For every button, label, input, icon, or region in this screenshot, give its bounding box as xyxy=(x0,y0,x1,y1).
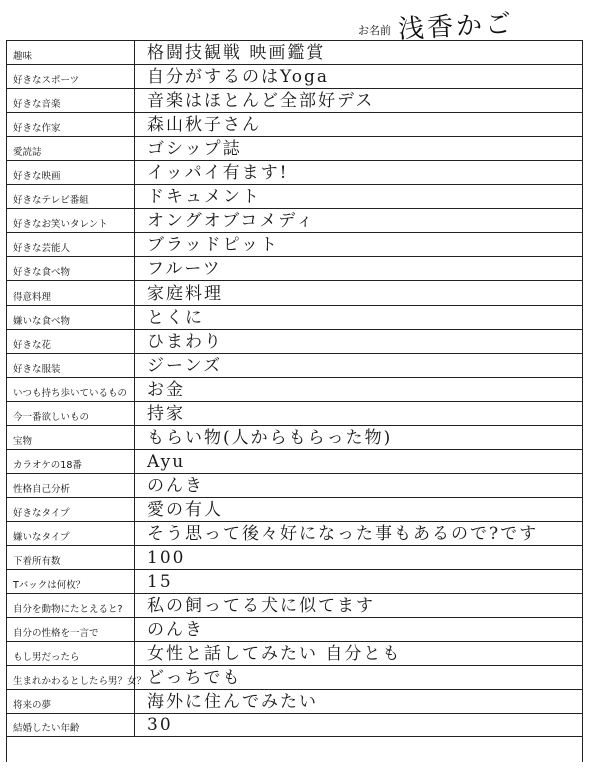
row-label: 自分を動物にたとえると? xyxy=(13,604,123,616)
column-divider xyxy=(134,498,135,521)
name-value: 浅香かご xyxy=(397,8,515,46)
table-row xyxy=(7,160,582,184)
row-answer: 30 xyxy=(147,715,173,736)
column-divider xyxy=(134,113,135,136)
row-label: 趣味 xyxy=(13,51,33,63)
row-label: 自分の性格を一言で xyxy=(13,628,99,640)
row-label: 好きなお笑いタレント xyxy=(13,219,108,231)
column-divider xyxy=(134,281,135,304)
row-answer: 私の飼ってる犬に似てます xyxy=(147,596,375,617)
questionnaire-table xyxy=(6,40,583,762)
column-divider xyxy=(134,89,135,112)
column-divider xyxy=(134,570,135,593)
row-answer: 15 xyxy=(147,572,173,593)
table-row xyxy=(7,689,582,713)
column-divider xyxy=(134,618,135,641)
row-label: 結婚したい年齢 xyxy=(13,723,80,735)
row-answer: オングオブコメディ xyxy=(147,211,315,232)
row-answer: ゴシップ誌 xyxy=(147,139,242,160)
row-label: 得意料理 xyxy=(13,291,52,303)
row-label: 今一番欲しいもの xyxy=(13,411,90,423)
column-divider xyxy=(134,233,135,256)
row-label: Tバックは何枚？ xyxy=(13,580,86,592)
row-answer: 自分がするのはYoga xyxy=(147,67,329,88)
column-divider xyxy=(134,594,135,617)
table-row xyxy=(7,184,582,208)
row-answer: お金 xyxy=(147,379,185,400)
table-row xyxy=(7,641,582,665)
row-label: 好きなタイプ xyxy=(13,507,70,519)
column-divider xyxy=(134,41,135,64)
table-row xyxy=(7,665,582,689)
column-divider xyxy=(134,65,135,88)
table-row xyxy=(7,617,582,641)
table-row xyxy=(7,329,582,353)
row-answer: Ayu xyxy=(147,451,186,472)
row-answer: ブラッドピット xyxy=(147,235,279,256)
table-row xyxy=(7,40,582,64)
table-row xyxy=(7,256,582,280)
column-divider xyxy=(134,354,135,377)
column-divider xyxy=(134,522,135,545)
row-answer: どっちでも xyxy=(147,668,242,689)
column-divider xyxy=(134,546,135,569)
table-row xyxy=(7,521,582,545)
row-answer: そう思って後々好になった事もあるので?です xyxy=(147,523,539,544)
table-row xyxy=(7,401,582,425)
column-divider xyxy=(134,306,135,329)
column-divider xyxy=(134,714,135,736)
table-row xyxy=(7,208,582,232)
row-answer: 海外に住んでみたい xyxy=(147,692,318,713)
column-divider xyxy=(134,426,135,449)
row-label: いつも持ち歩いているもの xyxy=(13,387,128,399)
column-divider xyxy=(134,209,135,232)
table-row xyxy=(7,425,582,449)
column-divider xyxy=(134,330,135,353)
column-divider xyxy=(134,474,135,497)
name-label: お名前 xyxy=(358,24,391,37)
table-row xyxy=(7,473,582,497)
table-row xyxy=(7,112,582,136)
table-row xyxy=(7,232,582,256)
row-answer: 森山秋子さん xyxy=(147,115,261,136)
row-label: 好きなテレビ番組 xyxy=(13,195,89,207)
row-label: 好きなスポーツ xyxy=(13,75,80,87)
row-answer: ドキュメント xyxy=(147,187,261,208)
row-label: 好きな音楽 xyxy=(13,99,61,111)
column-divider xyxy=(134,402,135,425)
table-row xyxy=(7,305,582,329)
row-answer: 100 xyxy=(147,548,186,569)
table-row xyxy=(7,64,582,88)
column-divider xyxy=(134,642,135,665)
row-label: カラオケの18番 xyxy=(13,459,82,471)
table-row xyxy=(7,569,582,593)
row-answer: 格闘技観戦 映画鑑賞 xyxy=(147,43,326,64)
row-answer: 持家 xyxy=(147,403,185,424)
row-answer: 愛の有人 xyxy=(147,499,223,520)
table-row xyxy=(7,449,582,473)
row-answer: フルーツ xyxy=(147,259,222,280)
row-answer: もらい物(人からもらった物) xyxy=(147,427,393,448)
row-label: 性格自己分析 xyxy=(13,483,71,495)
column-divider xyxy=(134,185,135,208)
column-divider xyxy=(134,257,135,280)
row-answer: とくに xyxy=(147,307,204,328)
table-row xyxy=(7,593,582,617)
row-answer: ひまわり xyxy=(147,331,223,352)
row-label: 愛読誌 xyxy=(13,147,42,159)
row-answer: のんき xyxy=(147,475,204,496)
row-label: 好きな服装 xyxy=(13,363,61,375)
row-label: もし男だったら xyxy=(13,652,80,664)
column-divider xyxy=(134,378,135,401)
column-divider xyxy=(134,450,135,473)
row-label: 好きな作家 xyxy=(13,123,61,135)
row-label: 好きな食べ物 xyxy=(13,267,71,279)
row-answer: のんき xyxy=(147,620,204,641)
table-row xyxy=(7,88,582,112)
row-answer: イッパイ有ます! xyxy=(147,163,289,184)
table-row xyxy=(7,377,582,401)
row-label: 生まれかわるとしたら男？女？ xyxy=(13,676,147,688)
table-row xyxy=(7,713,582,737)
row-label: 嫌いな食べ物 xyxy=(13,315,71,327)
row-label: 好きな芸能人 xyxy=(13,243,71,255)
row-label: 宝物 xyxy=(13,435,33,447)
table-row xyxy=(7,497,582,521)
column-divider xyxy=(134,161,135,184)
table-row xyxy=(7,280,582,304)
row-answer: 家庭料理 xyxy=(147,283,223,304)
table-row xyxy=(7,136,582,160)
row-label: 下着所有数 xyxy=(13,556,61,568)
row-answer: 音楽はほとんど全部好デス xyxy=(147,91,375,112)
row-answer: 女性と話してみたい 自分とも xyxy=(147,644,402,665)
row-label: 将来の夢 xyxy=(13,700,52,712)
row-answer: ジーンズ xyxy=(147,355,223,376)
row-label: 好きな花 xyxy=(13,339,52,351)
row-label: 好きな映画 xyxy=(13,171,61,183)
column-divider xyxy=(134,690,135,713)
table-row xyxy=(7,353,582,377)
row-label: 嫌いなタイプ xyxy=(13,531,70,543)
column-divider xyxy=(134,137,135,160)
table-row xyxy=(7,545,582,569)
